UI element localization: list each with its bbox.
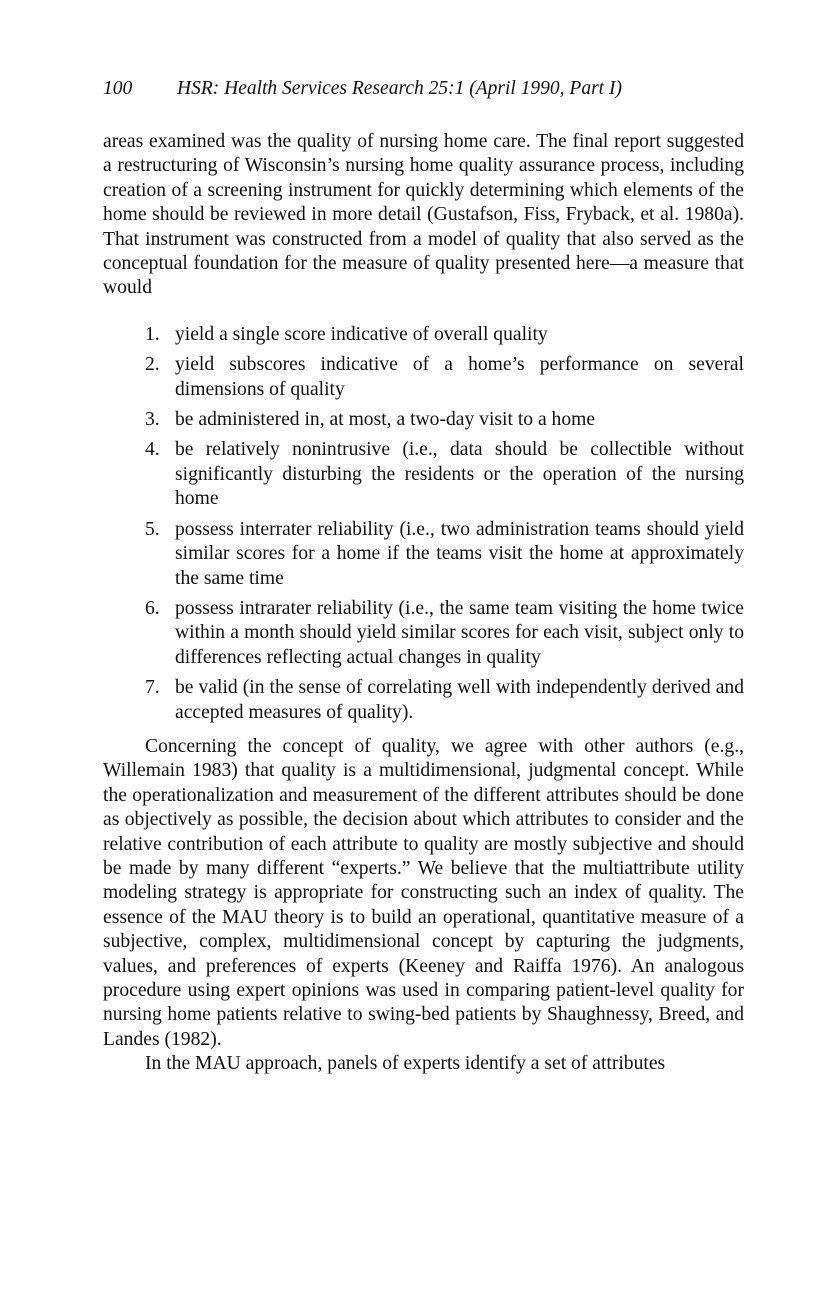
body-text	[103, 130, 744, 1077]
list-item	[103, 353, 744, 402]
list-item-number: 1.	[145, 323, 160, 345]
running-title: HSR: Health Services Research 25:1 (April 1990, Part I)	[177, 78, 622, 99]
paragraph-intro: areas examined was the quality of nursing home care. The final report suggested a restructuring of Wisconsin’s nursing home quality assurance process, including creation of a screening instrument for quickly determining which elements of the home should be reviewed in more detail (Gustafson, Fiss, Fryback, et al. 1980a). That instrument was constructed from a model of quality that also served as the conceptual foundation for the measure of quality presented here—a measure that would	[103, 131, 744, 299]
list-item-text: yield subscores indicative of a home’s performance on several dimensions of quality	[175, 354, 744, 400]
paragraph-mau-approach: In the MAU approach, panels of experts identify a set of attributes	[145, 1053, 666, 1075]
list-item	[103, 408, 744, 432]
list-item-number: 3.	[145, 409, 160, 431]
list-item-text: be valid (in the sense of correlating well with independently derived and accepted measures of quality).	[175, 677, 744, 723]
paragraph-quality-concept: Concerning the concept of quality, we agree with other authors (e.g., Willemain 1983) that quality is a multidimensional, judgmental concept. While the operationalization and measurement of the different attributes should be done as objectively as possible, the decision about which attributes to consider and the relative contribution of each attribute to quality are mostly subjective and should be made by many different “experts.” We believe that the multiattribute utility modeling strategy is appropriate for constructing such an index of quality. The essence of the MAU theory is to build an operational, quantitative measure of a subjective, complex, multidimensional concept by capturing the judgments, values, and preferences of experts (Keeney and Raiffa 1976). An analogous procedure using expert opinions was used in comparing patient-level quality for nursing home patients relative to swing-bed patients by Shaughnessy, Breed, and Landes (1982).	[103, 735, 744, 1050]
list-item	[103, 676, 744, 725]
list-item-text: be relatively nonintrusive (i.e., data should be collectible without significantly disturbing the residents or the operation of the nursing home	[175, 439, 744, 510]
list-item	[103, 597, 744, 670]
list-item-number: 7.	[145, 677, 160, 699]
running-header	[103, 78, 622, 100]
list-item-number: 5.	[145, 518, 160, 540]
list-item	[103, 323, 744, 347]
list-item-text: yield a single score indicative of overall quality	[175, 323, 548, 345]
list-item-number: 6.	[145, 597, 160, 619]
list-item-text: possess interrater reliability (i.e., two administration teams should yield similar scores for a home if the teams visit the home at approximately the same time	[175, 518, 744, 589]
list-item-text: be administered in, at most, a two-day visit to a home	[175, 409, 596, 431]
list-item-number: 2.	[145, 354, 160, 376]
page-number: 100	[103, 78, 133, 99]
list-item	[103, 438, 744, 511]
list-item-number: 4.	[145, 439, 160, 461]
list-item	[103, 518, 744, 591]
requirements-list	[103, 323, 744, 725]
list-item-text: possess intrarater reliability (i.e., the same team visiting the home twice within a month should yield similar scores for each visit, subject only to differences reflecting actual changes in quality	[175, 597, 744, 668]
